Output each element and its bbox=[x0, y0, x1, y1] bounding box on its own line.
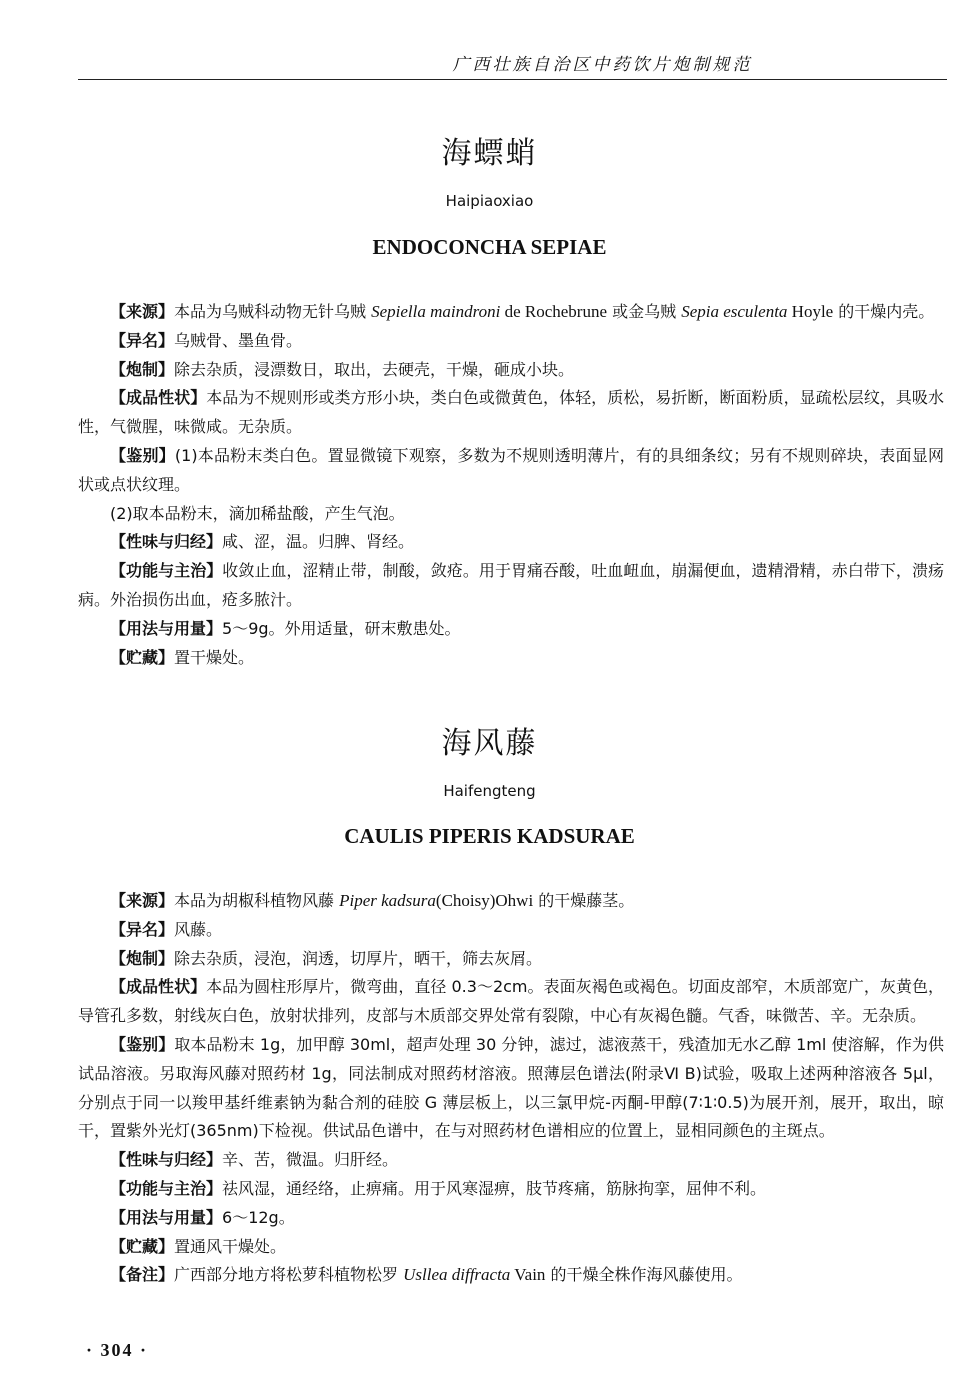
species-author: Hoyle bbox=[787, 302, 834, 321]
entry-title: 海螵蛸 bbox=[441, 136, 538, 171]
function-label: 【功能与主治】 bbox=[110, 1178, 223, 1198]
entry-pinyin: Haipiaoxiao bbox=[445, 192, 534, 210]
source-label: 【来源】 bbox=[110, 302, 175, 321]
entry-body bbox=[78, 887, 944, 1290]
dosage-text: 6～12g。 bbox=[222, 1207, 295, 1227]
entry-latin-name: ENDOCONCHA SEPIAE bbox=[372, 235, 607, 259]
properties-paragraph bbox=[78, 973, 944, 1031]
alias-text: 乌贼骨、墨鱼骨。 bbox=[174, 330, 303, 350]
function-paragraph bbox=[78, 1175, 944, 1204]
dosage-text: 5～9g。外用适量，研末敷患处。 bbox=[222, 618, 461, 638]
processing-label: 【炮制】 bbox=[110, 359, 175, 379]
dosage-paragraph bbox=[78, 615, 944, 644]
running-title: 广西壮族自治区中药饮片炮制规范 bbox=[452, 55, 753, 75]
processing-paragraph bbox=[78, 945, 944, 974]
identification-text: (1)本品粉末类白色。置显微镜下观察，多数为不规则透明薄片，有的具细条纹；另有不规则碎块，表面显网状或点状纹理。 bbox=[78, 445, 944, 494]
properties-text: 本品为圆柱形厚片，微弯曲，直径 0.3～2cm。表面灰褐色或褐色。切面皮部窄，木质部宽广，灰黄色，导管孔多数，射线灰白色，放射状排列，皮部与木质部交界处常有裂隙，中心有灰褐色髓。气香，味微苦、辛。无杂质。 bbox=[78, 977, 944, 1026]
storage-label: 【贮藏】 bbox=[110, 1236, 175, 1256]
source-text: 的干燥内壳。 bbox=[833, 302, 935, 321]
running-header bbox=[78, 50, 947, 80]
function-label: 【功能与主治】 bbox=[110, 561, 223, 581]
properties-label: 【成品性状】 bbox=[110, 388, 207, 408]
species-name: Sepia esculenta bbox=[681, 302, 788, 321]
species-name: Piper kadsura bbox=[339, 891, 436, 910]
function-paragraph bbox=[78, 557, 944, 615]
dosage-paragraph bbox=[78, 1204, 944, 1233]
species-author: de Rochebrune bbox=[500, 302, 608, 321]
identification-paragraph bbox=[78, 1031, 944, 1146]
processing-text: 除去杂质，浸漂数日，取出，去硬壳，干燥，砸成小块。 bbox=[174, 359, 575, 379]
storage-paragraph bbox=[78, 644, 944, 673]
nature-label: 【性味与归经】 bbox=[110, 532, 223, 552]
source-label: 【来源】 bbox=[110, 891, 175, 910]
source-paragraph bbox=[78, 298, 944, 327]
source-text: 本品为胡椒科植物风藤 bbox=[174, 891, 340, 910]
function-text: 祛风湿，通经络，止痹痛。用于风寒湿痹，肢节疼痛，筋脉拘挛，屈伸不利。 bbox=[222, 1178, 767, 1198]
identification-text: 取本品粉末 1g，加甲醇 30ml，超声处理 30 分钟，滤过，滤液蒸干，残渣加无水乙醇 1ml 使溶解，作为供试品溶液。另取海风藤对照药材 1g，同法制成对照药材溶液。照薄层色谱法(附录Ⅵ B)试验，吸取上述两种溶液各 5μl，分别点于同一以羧甲基纤维素钠为黏合剂的硅胶 G 薄层板上，以三氯甲烷-丙酮-甲醇(7∶1∶0.5)为展开剂，展开，取出，晾干，置紫外光灯(365nm)下检视。供试品色谱中，在与对照药材色谱相应的位置上，显相同颜色的主斑点。 bbox=[78, 1034, 944, 1141]
nature-text: 咸、涩，温。归脾、肾经。 bbox=[222, 532, 415, 552]
dosage-label: 【用法与用量】 bbox=[110, 1207, 223, 1227]
dosage-label: 【用法与用量】 bbox=[110, 618, 223, 638]
alias-label: 【异名】 bbox=[110, 330, 175, 350]
alias-label: 【异名】 bbox=[110, 919, 175, 939]
entry-body bbox=[78, 298, 944, 672]
entry-latin-name: CAULIS PIPERIS KADSURAE bbox=[344, 824, 635, 848]
remarks-label: 【备注】 bbox=[110, 1265, 175, 1285]
species-name: Sepiella maindroni bbox=[371, 302, 501, 321]
species-author: Vain bbox=[510, 1265, 546, 1285]
remarks-text: 的干燥全株作海风藤使用。 bbox=[545, 1265, 743, 1285]
identification-label: 【鉴别】 bbox=[110, 445, 175, 465]
source-text: 的干燥藤茎。 bbox=[533, 891, 635, 910]
nature-paragraph bbox=[78, 1146, 944, 1175]
species-name: Usllea diffracta bbox=[403, 1265, 511, 1285]
source-text: 或金乌贼 bbox=[607, 302, 682, 321]
source-paragraph bbox=[78, 887, 944, 916]
page-number: · 304 · bbox=[86, 1340, 149, 1360]
entry-title: 海风藤 bbox=[441, 726, 538, 761]
properties-paragraph bbox=[78, 384, 944, 442]
storage-paragraph bbox=[78, 1233, 944, 1262]
processing-label: 【炮制】 bbox=[110, 948, 175, 968]
identification-label: 【鉴别】 bbox=[110, 1034, 175, 1054]
remarks-text: 广西部分地方将松萝科植物松罗 bbox=[174, 1265, 404, 1285]
identification-paragraph-2 bbox=[78, 500, 944, 529]
entry-pinyin: Haifengteng bbox=[443, 782, 536, 800]
storage-text: 置干燥处。 bbox=[174, 647, 255, 667]
nature-label: 【性味与归经】 bbox=[110, 1150, 223, 1170]
properties-label: 【成品性状】 bbox=[110, 977, 207, 997]
processing-text: 除去杂质，浸泡，润透，切厚片，晒干，筛去灰屑。 bbox=[174, 948, 543, 968]
processing-paragraph bbox=[78, 356, 944, 385]
identification-paragraph bbox=[78, 442, 944, 500]
function-text: 收敛止血，涩精止带，制酸，敛疮。用于胃痛吞酸，吐血衄血，崩漏便血，遗精滑精，赤白带下，溃疡病。外治损伤出血，疮多脓汁。 bbox=[78, 561, 944, 609]
species-author: (Choisy)Ohwi bbox=[435, 891, 534, 910]
nature-paragraph bbox=[78, 528, 944, 557]
source-text: 本品为乌贼科动物无针乌贼 bbox=[174, 302, 372, 321]
remarks-paragraph bbox=[78, 1261, 944, 1290]
storage-label: 【贮藏】 bbox=[110, 647, 175, 667]
alias-text: 风藤。 bbox=[174, 919, 223, 939]
alias-paragraph bbox=[78, 327, 944, 356]
alias-paragraph bbox=[78, 916, 944, 945]
identification-text-2: (2)取本品粉末，滴加稀盐酸，产生气泡。 bbox=[110, 503, 405, 523]
properties-text: 本品为不规则形或类方形小块，类白色或微黄色，体轻，质松，易折断，断面粉质，显疏松层纹，具吸水性，气微腥，味微咸。无杂质。 bbox=[78, 388, 944, 437]
storage-text: 置通风干燥处。 bbox=[174, 1236, 287, 1256]
nature-text: 辛、苦，微温。归肝经。 bbox=[222, 1150, 399, 1170]
